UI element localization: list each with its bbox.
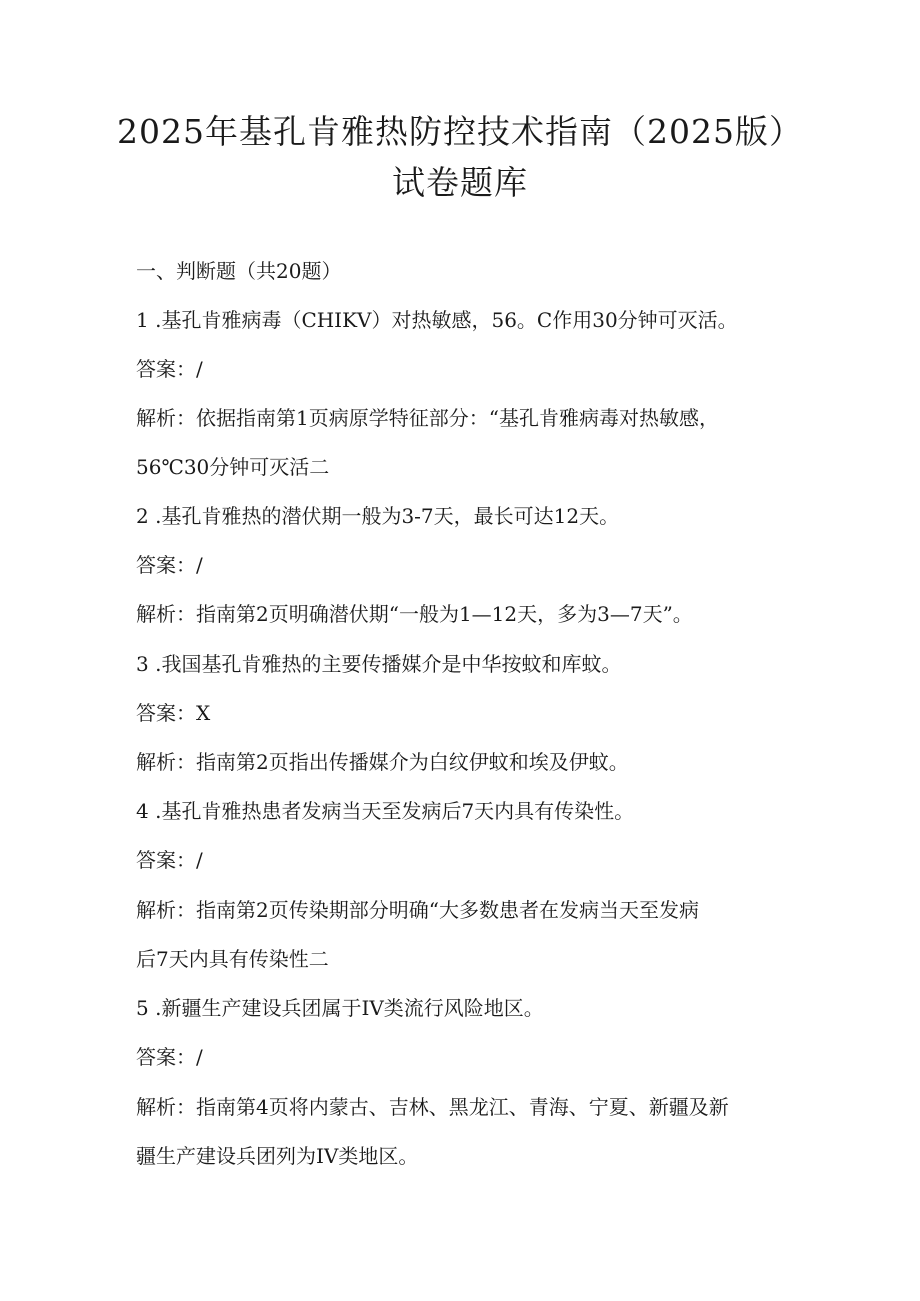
analysis-text: 解析：指南第2页指出传播媒介为白纹伊蚊和埃及伊蚊。 [136, 750, 629, 774]
answer-text: 答案：/ [136, 553, 203, 577]
analysis-text-continued: 疆生产建设兵团列为IV类地区。 [136, 1144, 419, 1168]
answer-text: 答案：/ [136, 1045, 203, 1069]
document-title-line2: 试卷题库 [392, 163, 528, 202]
analysis-text: 解析：指南第2页明确潜伏期“一般为1—12天，多为3—7天”。 [136, 602, 693, 626]
section-heading: 一、判断题（共20题） [136, 259, 342, 283]
question-text: 3 .我国基孔肯雅热的主要传播媒介是中华按蚊和库蚊。 [136, 652, 622, 676]
analysis-text-continued: 56℃30分钟可灭活二 [136, 455, 330, 479]
answer-text: 答案：/ [136, 848, 203, 872]
analysis-text: 解析：指南第4页将内蒙古、吉林、黑龙江、青海、宁夏、新疆及新 [136, 1095, 729, 1119]
question-text: 1 .基孔肯雅病毒（CHIKV）对热敏感，56。C作用30分钟可灭活。 [136, 308, 738, 332]
question-text: 2 .基孔肯雅热的潜伏期一般为3-7天，最长可达12天。 [136, 504, 620, 528]
question-text: 5 .新疆生产建设兵团属于IV类流行风险地区。 [136, 996, 544, 1020]
analysis-text: 解析：依据指南第1页病原学特征部分：“基孔肯雅病毒对热敏感， [136, 406, 719, 430]
answer-text: 答案：/ [136, 357, 203, 381]
question-text: 4 .基孔肯雅热患者发病当天至发病后7天内具有传染性。 [136, 799, 635, 823]
document-title-line1: 2025年基孔肯雅热防控技术指南（2025版） [117, 112, 803, 151]
answer-text: 答案：X [136, 701, 211, 725]
analysis-text: 解析：指南第2页传染期部分明确“大多数患者在发病当天至发病 [136, 898, 699, 922]
analysis-text-continued: 后7天内具有传染性二 [136, 947, 329, 971]
